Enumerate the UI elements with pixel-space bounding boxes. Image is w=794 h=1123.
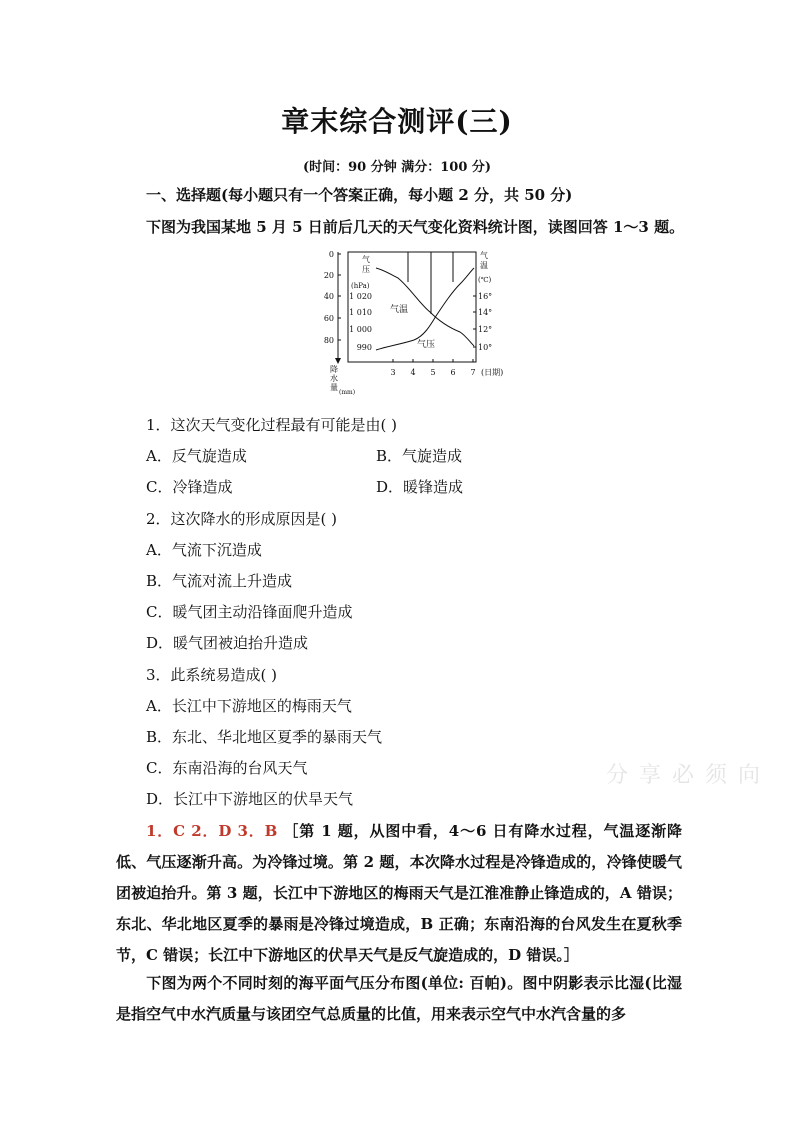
precip-axis-arrow [335,358,341,364]
exam-info: (时间：90 分钟 满分：100 分) [302,160,492,175]
question-1-stem: 1．这次天气变化过程最有可能是由( ) [146,416,398,434]
option-d[interactable]: D．暖锋造成 [376,478,464,496]
precip-tick-label: 40 [323,292,334,301]
x-tick-label: 5 [430,368,436,377]
option-b[interactable]: B．气旋造成 [376,447,463,465]
precip-tick-label: 20 [323,271,334,280]
pressure-tick-label: 1 010 [349,308,372,317]
precip-tick-label: 60 [323,314,334,323]
precip-tick-label: 80 [323,336,334,345]
answer-explanation [116,816,682,971]
x-axis-label: (日期) [481,368,504,377]
question-3-stem: 3．此系统易造成( ) [146,666,278,684]
pressure-tick-label: 1 020 [349,292,372,301]
precip-axis-label: 降 [330,365,338,374]
pressure-axis-label: 压 [362,265,370,274]
question-1-options-row-2 [146,476,464,497]
pressure-tick-label: 1 000 [349,325,372,334]
x-tick-label: 6 [450,368,456,377]
precip-axis-unit: (mm) [339,389,356,396]
temperature-axis-label: 温 [480,261,488,270]
temperature-tick-label: 10° [478,343,493,352]
precip-axis-label: 水 [330,374,338,383]
pressure-axis-label: 气 [362,255,370,264]
question-intro: 下图为我国某地 5 月 5 日前后几天的天气变化资料统计图，读图回答 1～3 题。 [146,218,685,236]
pressure-axis-unit: (hPa) [351,282,370,290]
temperature-tick-label: 16° [478,292,493,301]
question-3-option-d[interactable]: D．长江中下游地区的伏旱天气 [146,790,354,808]
temperature-axis-unit: (℃) [478,276,492,284]
option-a[interactable]: A．反气旋造成 [146,447,247,465]
precip-tick-label: 0 [328,250,334,259]
temperature-axis-label: 气 [480,251,488,260]
answer-text: ［第 1 题，从图中看，4～6 日有降水过程，气温逐渐降低、气压逐渐升高。为冷锋过境。第 2 题，本次降水过程是冷锋造成的，冷锋使暖气团被迫抬升。第 3 题，长江中下游地区的梅雨天气是江淮准静止锋造成的，A 错误； 东北、华北地区夏季的暴雨是冷锋过境造成，B 正确；东南沿海的台风发生在夏秋季节，C 错误；长江中下游地区的伏旱天气是反气旋造成的，D 错误。］ [116,822,682,964]
question-1-options-row-1 [146,445,463,466]
temperature-series-label: 气温 [390,305,409,315]
question-2-stem: 2．这次降水的形成原因是( ) [146,510,338,528]
x-tick-label: 4 [410,368,416,377]
x-tick-label: 7 [470,368,476,377]
pressure-tick-label: 990 [356,343,372,352]
option-c[interactable]: C．冷锋造成 [146,478,233,496]
question-2-option-c[interactable]: C．暖气团主动沿锋面爬升造成 [146,603,353,621]
section-heading: 一、选择题(每小题只有一个答案正确，每小题 2 分，共 50 分) [146,186,573,204]
question-2-option-b[interactable]: B．气流对流上升造成 [146,572,293,590]
x-tick-label: 3 [390,368,396,377]
answer-keys: 1．C 2．D 3．B [146,822,278,840]
question-2-option-d[interactable]: D．暖气团被迫抬升造成 [146,634,309,652]
page-title: 章末综合测评(三) [281,105,513,138]
precip-axis-label: 量 [330,383,338,392]
pressure-series-label: 气压 [417,340,436,350]
question-3-option-c[interactable]: C．东南沿海的台风天气 [146,759,308,777]
temperature-tick-label: 14° [478,308,493,317]
question-3-option-b[interactable]: B．东北、华北地区夏季的暴雨天气 [146,728,383,746]
next-question-text: 下图为两个不同时刻的海平面气压分布图(单位: 百帕)。图中阴影表示比湿(比湿是指空气中水汽质量与该团空气总质量的比值，用来表示空气中水汽含量的多 [116,974,682,1023]
weather-chart-svg [318,248,518,396]
question-2-option-a[interactable]: A．气流下沉造成 [146,541,262,559]
next-question-intro [116,968,682,1030]
question-3-option-a[interactable]: A．长江中下游地区的梅雨天气 [146,697,352,715]
weather-chart [318,248,518,396]
temperature-tick-label: 12° [478,325,493,334]
watermark: 分 享 必 须 向 [606,763,762,788]
